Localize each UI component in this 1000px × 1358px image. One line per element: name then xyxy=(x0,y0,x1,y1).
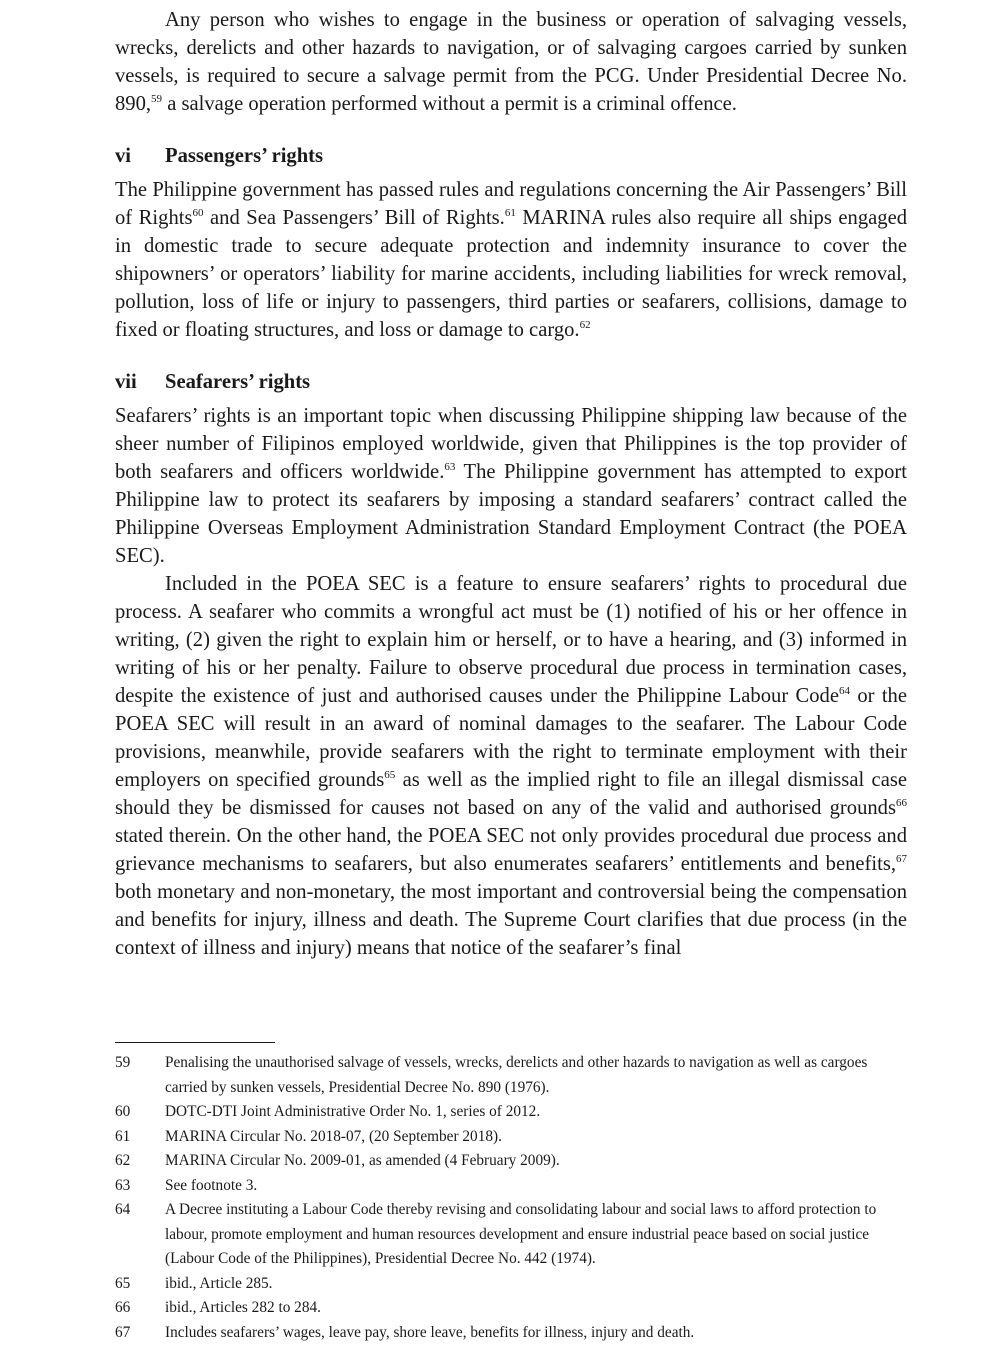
footnote-number: 61 xyxy=(115,1127,131,1145)
footnote-ref-67[interactable]: 67 xyxy=(896,853,907,865)
footnote-ref-66[interactable]: 66 xyxy=(896,797,907,809)
footnote-ref-65[interactable]: 65 xyxy=(384,769,396,781)
footnote-65 xyxy=(115,1272,907,1297)
footnote-number: 59 xyxy=(115,1054,131,1071)
footnote-number: 67 xyxy=(115,1323,131,1341)
footnote-text: ibid., Article 285. xyxy=(165,1274,273,1292)
footnote-ref-62[interactable]: 62 xyxy=(579,319,591,331)
footnote-60 xyxy=(115,1100,907,1125)
section-heading-passengers-rights xyxy=(115,142,907,170)
section-title: Seafarers’ rights xyxy=(165,371,311,393)
seafarers-rights-paragraph-1: Seafarers’ rights is an important topic when discussing Philippine shipping law because of the sheer number of Filipinos employed worldwide, given that Philippines is the top provider of both seafarers and officers worldwide.$^{63}$ The Philippine government has attempted to export Philippine law to protect its seafarers by imposing a standard seafarers’ contract called the Philippine Overseas Employment Administration Standard Employment Contract (the POEA SEC). xyxy=(115,405,907,567)
footnote-66 xyxy=(115,1296,907,1321)
footnote-67 xyxy=(115,1321,907,1346)
footnote-text: Penalising the unauthorised salvage of vessels, wrecks, derelicts and other hazards to navigation as well as cargoes carried by sunken vessels, Presidential Decree No. 890 (1976). xyxy=(165,1054,868,1096)
footnote-number: 62 xyxy=(115,1152,131,1169)
footnote-ref-61[interactable]: 61 xyxy=(504,207,516,219)
footnote-text: A Decree instituting a Labour Code thereby revising and consolidating labour and social laws to afford protection to labour, promote employment and human resources development and ensure industrial peace based on social justice (Labour Code of the Philippines), Presidential Decree No. 442 (1974). xyxy=(165,1201,877,1267)
footnote-text: See footnote 3. xyxy=(165,1176,258,1194)
footnote-64 xyxy=(115,1198,907,1272)
footnote-divider xyxy=(115,1042,275,1043)
passengers-rights-paragraph: The Philippine government has passed rules and regulations concerning the Air Passengers’ Bill of Rights$^{60}$ and Sea Passengers’ Bill of Rights.$^{61}$ MARINA rules also require all ships engaged in domestic trade to secure adequate protection and indemnity insurance to cover the shipowners’ or operators’ liability for marine accidents, including liabilities for wreck removal, pollution, loss of life or injury to passengers, third parties or seafarers, collisions, damage to fixed or floating structures, and loss or damage to cargo.$^{62}$ xyxy=(115,179,908,341)
footnote-59 xyxy=(115,1051,907,1100)
footnote-text: MARINA Circular No. 2018-07, (20 September 2018). xyxy=(165,1127,502,1145)
footnote-number: 66 xyxy=(115,1299,131,1316)
section-number: vi xyxy=(115,145,132,167)
section-number: vii xyxy=(115,371,137,393)
section-heading-seafarers-rights xyxy=(115,368,907,396)
footnote-text: MARINA Circular No. 2009-01, as amended (4 February 2009). xyxy=(165,1152,560,1169)
footnote-ref-60[interactable]: 60 xyxy=(192,207,204,219)
footnote-text: DOTC-DTI Joint Administrative Order No. 1, series of 2012. xyxy=(165,1103,541,1120)
footnote-number: 60 xyxy=(115,1103,131,1120)
section-title: Passengers’ rights xyxy=(165,145,324,167)
footnote-ref-59[interactable]: 59 xyxy=(151,93,163,105)
page-body xyxy=(115,6,907,962)
footnote-text: Includes seafarers’ wages, leave pay, shore leave, benefits for illness, injury and death. xyxy=(165,1323,695,1341)
footnote-62 xyxy=(115,1149,907,1174)
footnote-ref-64[interactable]: 64 xyxy=(839,685,850,697)
seafarers-rights-paragraph-2: Included in the POEA SEC is a feature to ensure seafarers’ rights to procedural due process. A seafarer who commits a wrongful act must be (1) notified of his or her offence in writing, (2) given the right to explain him or herself, or to have a hearing, and (3) informed in writing of his or her penalty. Failure to observe procedural due process in termination cases, despite the existence of just and authorised causes under the Philippine Labour Code$^{64}$ or the POEA SEC will result in an award of nominal damages to the seafarer. The Labour Code provisions, meanwhile, provide seafarers with the right to terminate employment with their employers on specified grounds$^{65}$ as well as the implied right to file an illegal dismissal case should they be dismissed for causes not based on any of the valid and authorised grounds$^{66}$ stated therein. On the other hand, the POEA SEC not only provides procedural due process and grievance mechanisms to seafarers, but also enumerates seafarers’ entitlements and benefits,$^{67}$ both monetary and non-monetary, the most important and controversial being the compensation and benefits for injury, illness and death. The Supreme Court clarifies that due process (in the context of illness and injury) means that notice of the seafarer’s final xyxy=(115,573,907,959)
footnote-ref-63[interactable]: 63 xyxy=(444,461,456,473)
footnote-number: 65 xyxy=(115,1274,131,1292)
salvage-paragraph: Any person who wishes to engage in the business or operation of salvaging vessels, wrecks, derelicts and other hazards to navigation, or of salvaging cargoes carried by sunken vessels, is required to secure a salvage permit from the PCG. Under Presidential Decree No. 890,59 a salvage operation performed without a permit is a criminal offence. xyxy=(115,9,907,115)
footnotes xyxy=(115,1051,907,1345)
footnote-number: 63 xyxy=(115,1176,131,1194)
footnote-63 xyxy=(115,1174,907,1199)
footnote-61 xyxy=(115,1125,907,1150)
footnote-text: ibid., Articles 282 to 284. xyxy=(165,1299,321,1316)
footnote-number: 64 xyxy=(115,1201,131,1218)
